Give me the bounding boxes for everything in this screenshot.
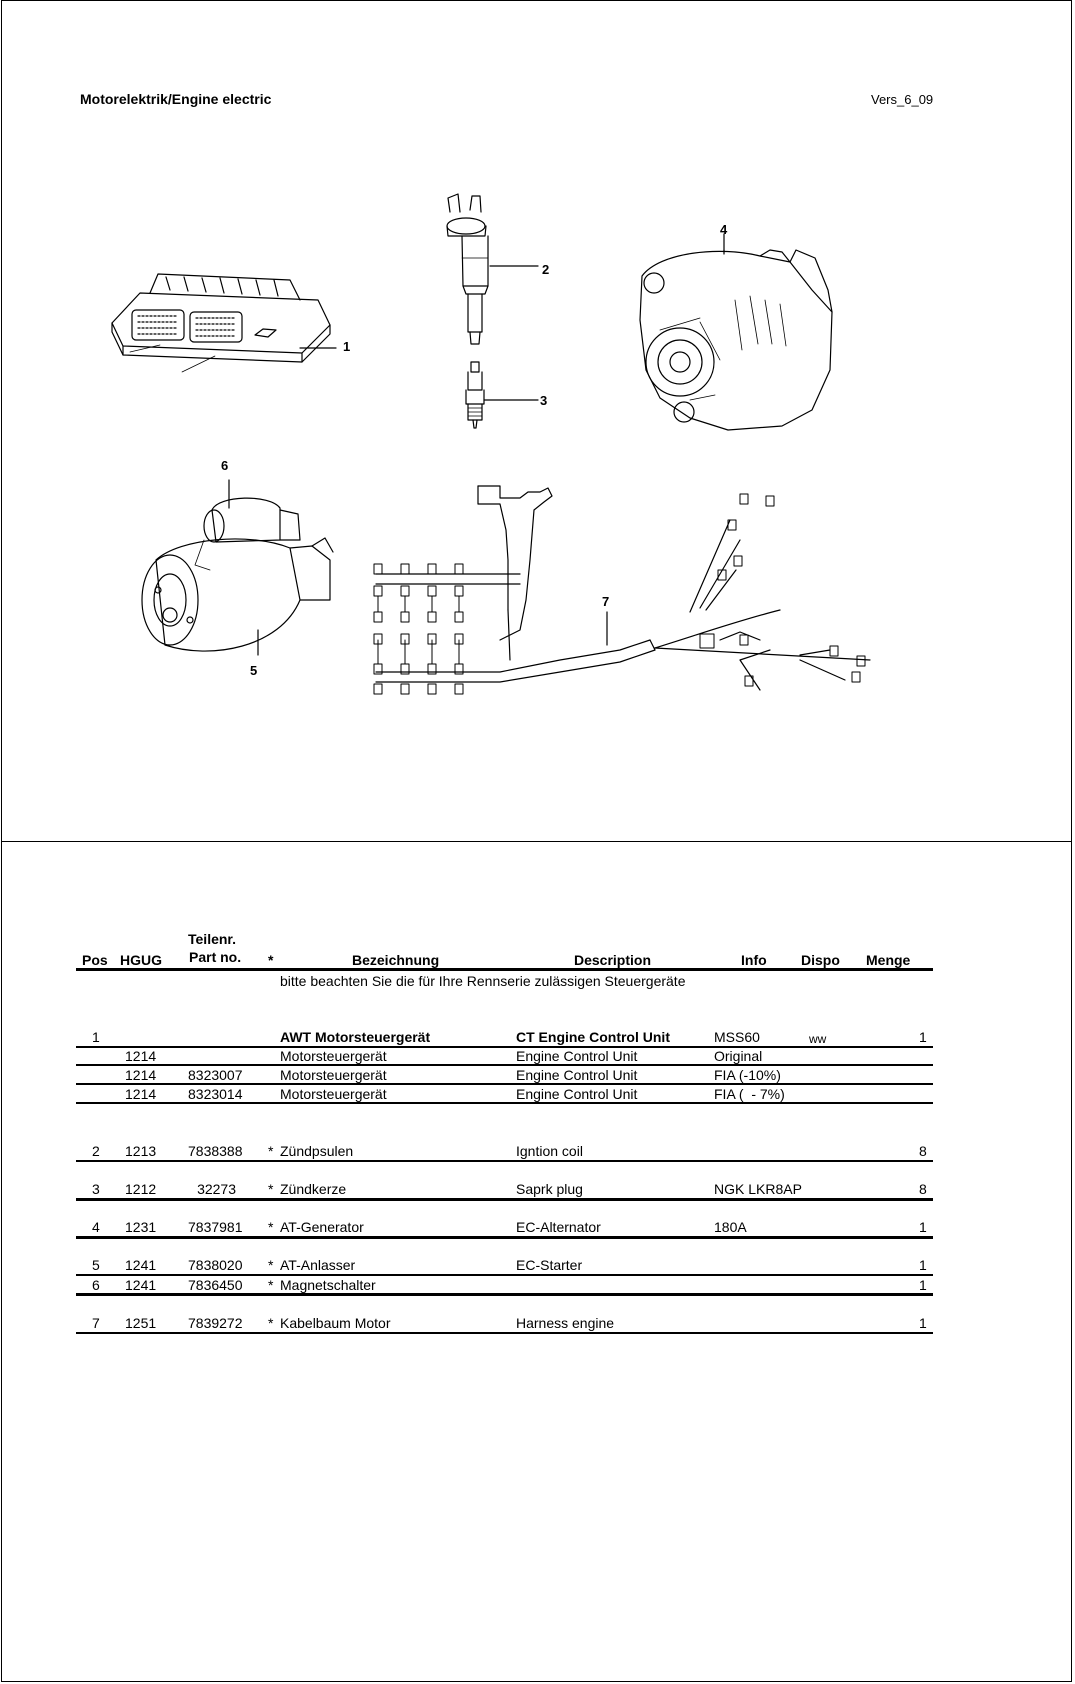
engine-control-unit-drawing [112,274,336,372]
callout-3: 3 [540,393,548,408]
callout-7: 7 [602,594,610,609]
header-hgug: HGUG [120,952,162,968]
header-description: Description [574,952,652,968]
header-part-en: Part no. [189,949,242,965]
callout-2: 2 [542,262,550,277]
engine-harness-drawing [374,486,870,694]
section-divider [1,841,1072,842]
header-part-de: Teilenr. [188,931,236,947]
version-label: Vers_6_09 [871,92,934,107]
row-rule [76,1236,933,1239]
row-rule [76,1293,933,1296]
row-rule [76,1102,933,1104]
parts-illustration [0,0,1075,840]
row-rule [76,1274,933,1276]
callout-4: 4 [720,222,728,237]
row-rule [76,1332,933,1334]
header-pos: Pos [82,952,108,968]
callout-5: 5 [250,663,258,678]
row-rule [76,1046,933,1048]
row-rule [76,1160,933,1162]
alternator-drawing [640,234,832,430]
header-bezeichnung: Bezeichnung [352,952,440,968]
header-dispo: Dispo [801,952,840,968]
header-rule [76,968,933,971]
row-rule [76,1083,933,1085]
header-star: * [268,952,274,968]
spark-plug-drawing [466,362,538,428]
callout-1: 1 [343,339,351,354]
header-menge: Menge [866,952,911,968]
page-title: Motorelektrik/Engine electric [80,91,272,107]
ignition-coil-drawing [447,194,538,344]
header-info: Info [741,952,767,968]
row-rule [76,1064,933,1066]
table-note: bitte beachten Sie die für Ihre Rennserie zulässigen Steuergeräte [280,973,686,989]
row-rule [76,1198,933,1201]
starter-drawing [142,480,333,655]
callout-6: 6 [221,458,229,473]
